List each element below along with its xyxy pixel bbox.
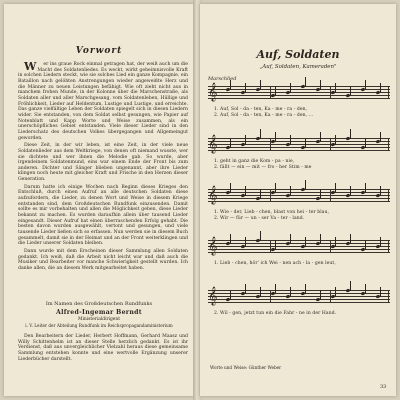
- note-stem: [260, 189, 261, 199]
- paragraph-text: er ins graue Rock einmal getragen hat, der weiß auch um die Macht des Soldatenliedes. Es weckt, wirkt geheimnisvolle Kraft in solchen Liedern steckt, wie sie solches Lied ein ganze Kompagnie, ein Bataillon nach gelöhten Anstrengungen wieder angeweißte Herz und die Männer zu neuen Leistungen befähigt. Wie oft zieht nicht aus in manchem frohen Munde, in der Kolonne über die Marschenstraße, als Soldaten aller und aller Marschgesang, vom Soldatenleben, Hüllige und Fröhlichkeit, Lieder auf Heldentum, Lustige und Lustige, und erreichte. Das ganze vielfältige Leben der Soldaten spiegelt sich in diesen Liedern wider. Sie entstanden, von dem Soldat selbst gesungen, wie Papier auf Notenblatt und Kapp Worte und Weise zusammen, als ein unerschöpfliches Gebiet entstanden. Viele dieser Lieder sind in den Liederschatz des deutschen Volkes übergegangen und Allgemeingut geworden.: [18, 62, 188, 141]
- song-credit: Worte und Weise: Günther Weber: [210, 365, 282, 370]
- music-staff: [208, 286, 390, 305]
- lyric-line: 2. Wir — für — un - ser Va - ter - land.: [214, 216, 305, 221]
- staff-line: [208, 92, 390, 93]
- note-stem: [380, 83, 381, 93]
- note-stem: [305, 284, 306, 294]
- bar-line: [270, 86, 271, 98]
- note-stem: [275, 240, 276, 250]
- note-stem: [290, 287, 291, 297]
- note-stem: [260, 287, 261, 297]
- acknowledgement: [18, 334, 188, 362]
- note-stem: [230, 183, 231, 193]
- staff-line: [208, 240, 390, 241]
- treble-clef-icon: 𝄞: [208, 82, 218, 101]
- foreword-paragraph: Diese Zeit, in der wir leben, ist eine Zeit, in der viele neue Soldatenlieder aus dem Weltkriege, von denen oft niemand wusste, wer sie dichtete und wer ihnen die Melodie gab. So wurde, aber irgendeinem Soldatenmund, eins war einem Ende der Front bis zum anderen. Dichter und Sänger blieben ungenannt, aber ihre Lieder klingen noch heute mit gleicher Kraft und Frische in den Herzen dieser Generation.: [18, 143, 188, 183]
- bar-line: [388, 240, 389, 252]
- music-staff: [208, 82, 390, 101]
- staff-line: [208, 299, 390, 300]
- bar-line: [388, 189, 389, 201]
- staff-line: [208, 201, 390, 202]
- note-stem: [380, 237, 381, 247]
- bar-line: [388, 138, 389, 150]
- note-stem: [335, 135, 336, 145]
- note-stem: [230, 138, 231, 148]
- lyric-line: 1. Lieb - chen, hör' ich Wei - nen ach - la - gen leut,: [214, 261, 336, 266]
- staff-line: [208, 141, 390, 142]
- note-stem: [245, 135, 246, 145]
- tempo-marking: Marschlied: [208, 76, 237, 82]
- staff-line: [208, 243, 390, 244]
- treble-clef-icon: 𝄞: [208, 236, 218, 255]
- note-stem: [320, 80, 321, 90]
- note-stem: [305, 237, 306, 247]
- bar-line: [330, 240, 331, 252]
- note-stem: [335, 237, 336, 247]
- note-stem: [350, 281, 351, 291]
- note-stem: [350, 186, 351, 196]
- treble-clef-icon: 𝄞: [208, 286, 218, 305]
- bar-line: [330, 86, 331, 98]
- note-stem: [350, 129, 351, 139]
- note-stem: [230, 80, 231, 90]
- staff-line: [208, 138, 390, 139]
- note-stem: [245, 186, 246, 196]
- music-staff: [208, 134, 390, 153]
- note-stem: [305, 180, 306, 190]
- right-page: [200, 4, 396, 396]
- note-stem: [365, 183, 366, 193]
- note-stem: [260, 80, 261, 90]
- music-staff: [208, 236, 390, 255]
- note-stem: [365, 284, 366, 294]
- note-stem: [245, 284, 246, 294]
- foreword-paragraph: Dann wurde mit dem Erscheinen dieser Sammlung allen Soldaten gedankt. Ich weiß, daß die Arbeit nicht leicht war und daß auch die Musiker und Bearbeiter vor manche Schwierigkeit gestellt wurden. Ich danke allen, die an diesem Werk mitgearbeitet haben.: [18, 249, 188, 271]
- acknowledgement-text: Den Bearbeitern der Lieder, Herbert Hoffmann, Gerhard Maasz und Willy Schittenhelm ist an dieser Stelle herzlich gedankt. Es ist ihr Verdienst, daß aus unvergleichlicher Vielzahl heraus diese gemeinsame Sammlung entstehen konnte und eine wertvolle Ergänzung unserer Liederbücher darstellt.: [18, 334, 188, 362]
- foreword-body: [18, 62, 188, 274]
- note-stem: [260, 231, 261, 241]
- note-stem: [245, 83, 246, 93]
- bar-line: [270, 240, 271, 252]
- note-stem: [335, 83, 336, 93]
- note-stem: [350, 86, 351, 96]
- signer-department: i. V. Leiter der Abteilung Rundfunk im Reichspropagandaministerium: [25, 323, 173, 328]
- bar-line: [330, 189, 331, 201]
- note-stem: [305, 138, 306, 148]
- staff-line: [208, 296, 390, 297]
- bar-line: [388, 86, 389, 98]
- page-number: 33: [380, 384, 387, 390]
- note-stem: [335, 287, 336, 297]
- note-stem: [380, 186, 381, 196]
- staff-line: [208, 198, 390, 199]
- song-subtitle: „Auf, Soldaten, Kameraden": [259, 64, 337, 70]
- closing-line: Im Namen des Großdeutschen Rundfunks: [45, 301, 153, 307]
- note-stem: [230, 234, 231, 244]
- note-stem: [365, 138, 366, 148]
- lyric-line: 2. Auf, Sol - da - ten, Ka - me - ra - den, ...: [214, 113, 314, 118]
- note-stem: [350, 234, 351, 244]
- bar-line: [388, 290, 389, 302]
- note-stem: [305, 77, 306, 87]
- note-stem: [290, 186, 291, 196]
- lyric-line: 2. fällt — ein — mit — fro - her Stim - me: [214, 165, 312, 170]
- drop-cap: W: [24, 60, 37, 73]
- treble-clef-icon: 𝄞: [208, 134, 218, 153]
- song-title: Auf, Soldaten: [256, 48, 340, 61]
- treble-clef-icon: 𝄞: [208, 185, 218, 204]
- lyric-line: 1. Wie - der, Lieb - chen, blast von hei - ter blau,: [214, 210, 330, 215]
- left-page: [4, 4, 194, 396]
- music-staff: [208, 185, 390, 204]
- staff-line: [208, 95, 390, 96]
- note-stem: [380, 287, 381, 297]
- foreword-paragraph: Darum hatte ich einige Wochen nach Beginn dieses Krieges den Entschluß, durch einen Aufruf an alle deutschen Soldaten diese aufzufordern, die Lieder, zu denen Wort und Weise in diesem Kriege entstanden sind, dem Großdeutschen Rundfunk einzusenden. Damit sollte es mir vorbehalten und allen die Möglichkeit geben, diese Lieder bekannt zu machen. Es wurden daraufhin allein über tausend Lieder eingesandt. Dieser Aufruf hat einen überraschenden Erfolg gehabt. Die besten davon wurden ausgewählt, vertont und gesungen, und viele tausende Lieder ließen sich so erfassen. Nun werden sie in diesem Buch gesammelt, damit sie in der Heimat und an der Front weiterklingen und die Lieder unserer Soldaten bleiben.: [18, 184, 188, 247]
- bar-line: [270, 290, 271, 302]
- staff-line: [208, 252, 390, 253]
- staff-line: [208, 302, 390, 303]
- foreword-paragraph: [18, 62, 188, 141]
- staff-line: [208, 150, 390, 151]
- bar-line: [330, 138, 331, 150]
- note-stem: [290, 135, 291, 145]
- lyric-line: 2. Wil - gen, jetzt tun ein die Fahr - ne in der Hand.: [214, 311, 337, 316]
- staff-line: [208, 195, 390, 196]
- note-stem: [320, 234, 321, 244]
- note-stem: [290, 234, 291, 244]
- note-stem: [365, 80, 366, 90]
- staff-line: [208, 98, 390, 99]
- note-stem: [380, 132, 381, 142]
- note-stem: [365, 240, 366, 250]
- note-stem: [245, 237, 246, 247]
- note-stem: [335, 183, 336, 193]
- lyric-line: 1. Auf, Sol - da - ten, Ka - me - ra - den,: [214, 107, 308, 112]
- note-stem: [320, 189, 321, 199]
- bar-line: [270, 189, 271, 201]
- signer-name: Alfred-Ingemar Berndt: [56, 309, 142, 316]
- note-stem: [320, 290, 321, 300]
- note-stem: [320, 132, 321, 142]
- lyric-line: 1. geht in ganz die Kom - pa - nie,: [214, 159, 295, 164]
- note-stem: [290, 83, 291, 93]
- bar-line: [330, 290, 331, 302]
- page-title: Vorwort: [75, 46, 123, 56]
- note-stem: [275, 86, 276, 96]
- signer-title: Ministerialdirigent: [78, 317, 120, 322]
- note-stem: [260, 129, 261, 139]
- note-stem: [275, 284, 276, 294]
- bar-line: [270, 138, 271, 150]
- note-stem: [275, 183, 276, 193]
- note-stem: [230, 290, 231, 300]
- note-stem: [275, 132, 276, 142]
